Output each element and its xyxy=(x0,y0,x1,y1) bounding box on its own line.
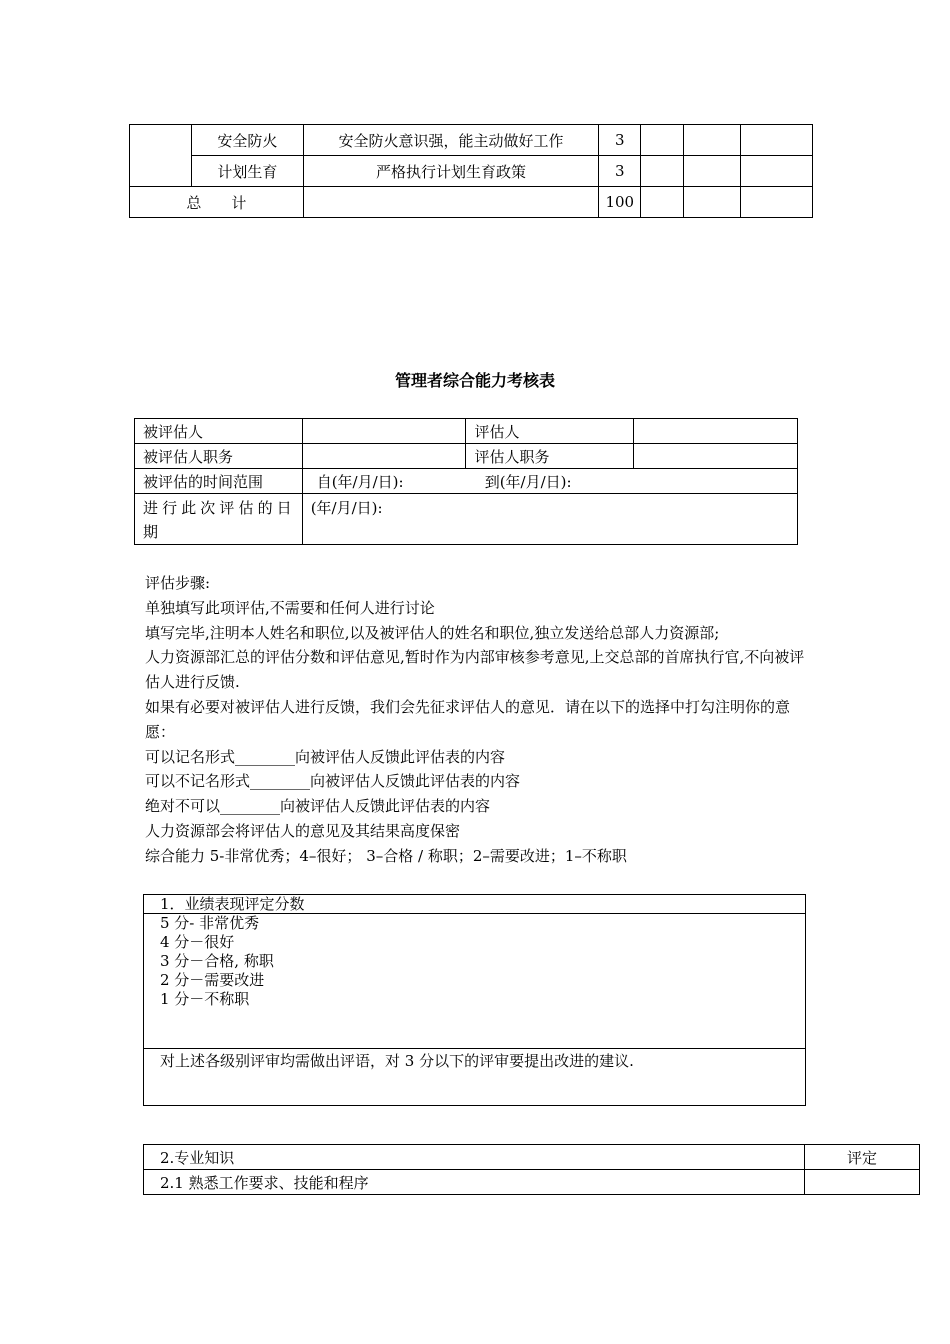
score-table xyxy=(129,124,813,218)
table-row xyxy=(144,895,806,914)
time-range-field[interactable] xyxy=(302,469,797,494)
blank-cell[interactable] xyxy=(741,187,813,218)
standard-cell: 安全防火意识强，能主动做好工作 xyxy=(303,125,599,156)
evaluatee-field[interactable] xyxy=(302,419,466,444)
blank-cell[interactable] xyxy=(684,125,741,156)
comment-field[interactable]: 对上述各级别评审均需做出评语，对 3 分以下的评审要提出改进的建议. xyxy=(144,1049,806,1106)
table-row xyxy=(144,1049,806,1106)
rating-header: 评定 xyxy=(805,1145,920,1170)
instruction-line: 人力资源部会将评估人的意见及其结果高度保密 xyxy=(145,821,461,840)
rating-level: 1 分－不称职 xyxy=(160,990,250,1008)
instruction-line: 可以不记名形式________向被评估人反馈此评估表的内容 xyxy=(145,772,521,791)
blank-cell[interactable] xyxy=(684,187,741,218)
instruction-line: 填写完毕,注明本人姓名和职位,以及被评估人的姓名和职位,独立发送给总部人力资源部; xyxy=(145,623,720,642)
table-row xyxy=(135,419,798,444)
item-cell: 安全防火 xyxy=(191,125,303,156)
rating-level: 4 分－很好 xyxy=(160,933,235,951)
score-cell: 3 xyxy=(599,125,641,156)
knowledge-heading: 2.专业知识 xyxy=(144,1145,805,1170)
eval-date-label: 进行此次评估的日期 xyxy=(135,494,303,545)
table-row xyxy=(144,1170,920,1195)
time-range-label: 被评估的时间范围 xyxy=(135,469,303,494)
evaluatee-position-label: 被评估人职务 xyxy=(135,444,303,469)
from-label: 自(年/月/日): xyxy=(316,472,404,491)
score-cell: 3 xyxy=(599,156,641,187)
standard-cell: 严格执行计划生育政策 xyxy=(303,156,599,187)
total-label: 总 计 xyxy=(130,187,304,218)
table-row xyxy=(130,156,813,187)
table-row xyxy=(135,494,798,545)
evaluation-info-table xyxy=(134,418,798,545)
rating-levels xyxy=(144,914,806,1049)
evaluator-position-field[interactable] xyxy=(634,444,798,469)
instruction-line: 绝对不可以________向被评估人反馈此评估表的内容 xyxy=(145,797,491,816)
evaluator-label: 评估人 xyxy=(466,419,634,444)
knowledge-item: 2.1 熟悉工作要求、技能和程序 xyxy=(144,1170,805,1195)
item-cell: 计划生育 xyxy=(191,156,303,187)
blank-cell[interactable] xyxy=(741,125,813,156)
table-row xyxy=(135,444,798,469)
evaluatee-position-field[interactable] xyxy=(302,444,466,469)
performance-table xyxy=(143,894,806,1106)
blank-cell[interactable] xyxy=(641,156,684,187)
instruction-line: 如果有必要对被评估人进行反馈，我们会先征求评估人的意见．请在以下的选择中打勾注明你的意愿： xyxy=(145,697,791,741)
evaluator-field[interactable] xyxy=(634,419,798,444)
blank-cell[interactable] xyxy=(741,156,813,187)
page-title: 管理者综合能力考核表 xyxy=(394,371,555,390)
instruction-line: 单独填写此项评估,不需要和任何人进行讨论 xyxy=(145,598,435,617)
instruction-line: 综合能力 5-非常优秀；4–很好； 3–合格 / 称职；2–需要改进；1–不称职 xyxy=(145,846,627,865)
blank-cell[interactable] xyxy=(641,187,684,218)
rating-level: 2 分－需要改进 xyxy=(160,971,265,989)
blank-cell[interactable] xyxy=(303,187,599,218)
rating-level: 3 分－合格, 称职 xyxy=(160,952,274,970)
knowledge-table xyxy=(143,1144,920,1195)
instruction-line: 可以记名形式________向被评估人反馈此评估表的内容 xyxy=(145,747,506,766)
blank-cell[interactable] xyxy=(641,125,684,156)
rating-field[interactable] xyxy=(805,1170,920,1195)
category-cell xyxy=(130,125,192,187)
table-row xyxy=(130,125,813,156)
evaluator-position-label: 评估人职务 xyxy=(466,444,634,469)
total-row xyxy=(130,187,813,218)
instruction-line: 人力资源部汇总的评估分数和评估意见,暂时作为内部审核参考意见,上交总部的首席执行官,不向被评估人进行反馈. xyxy=(145,648,805,692)
blank-cell[interactable] xyxy=(684,156,741,187)
eval-date-field[interactable]: (年/月/日): xyxy=(302,494,797,545)
table-row xyxy=(135,469,798,494)
table-row xyxy=(144,1145,920,1170)
to-label: 到(年/月/日): xyxy=(484,472,572,491)
instruction-line: 评估步骤: xyxy=(145,574,211,592)
total-score: 100 xyxy=(599,187,641,218)
evaluatee-label: 被评估人 xyxy=(135,419,303,444)
evaluation-instructions xyxy=(145,571,817,869)
rating-level: 5 分- 非常优秀 xyxy=(160,914,260,932)
table-row xyxy=(144,914,806,1049)
performance-heading: 1．业绩表现评定分数 xyxy=(144,895,806,914)
